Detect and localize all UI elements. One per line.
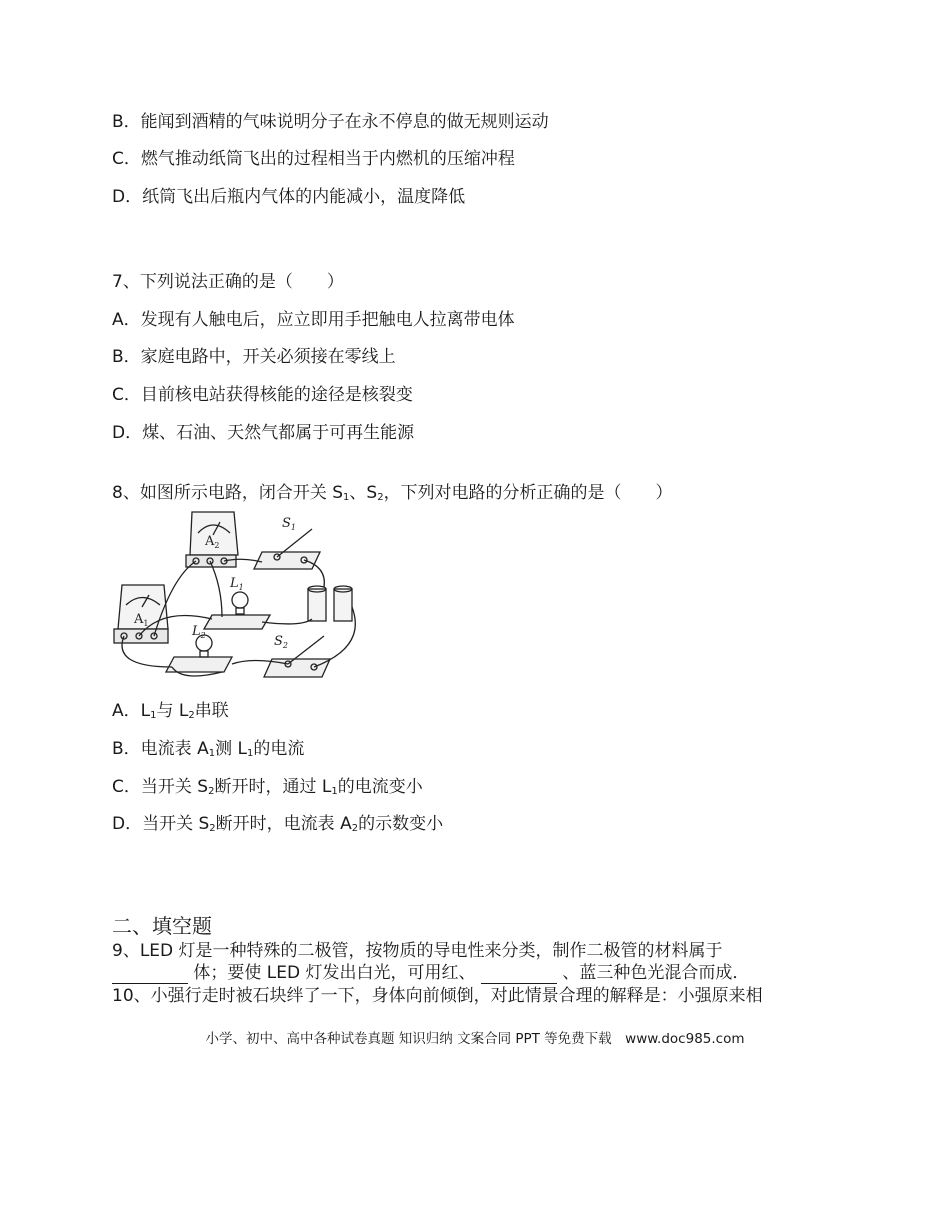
battery bbox=[308, 586, 352, 621]
q8-stem: 8、如图所示电路，闭合开关 $S_1$、$S_2$，下列对电路的分析正确的是（ ） bbox=[112, 483, 673, 503]
label-l2: $L_2$ bbox=[192, 624, 206, 640]
page-footer: 小学、初中、高中各种试卷真题 知识归纳 文案合同 PPT 等免费下载 www.doc985.com bbox=[205, 1031, 745, 1047]
q8-option-b: B．电流表 $A_1$测 $L_1$的电流 bbox=[112, 739, 305, 759]
q7-option-c: C．目前核电站获得核能的途径是核裂变 bbox=[112, 385, 413, 405]
q6-option-c: C．燃气推动纸筒飞出的过程相当于内燃机的压缩冲程 bbox=[112, 149, 515, 169]
q6-option-d: D．纸筒飞出后瓶内气体的内能减小，温度降低 bbox=[112, 187, 466, 207]
section-title: 二、填空题 bbox=[112, 914, 212, 938]
q7-option-d: D．煤、石油、天然气都属于可再生能源 bbox=[112, 423, 415, 443]
q8-option-a: A．$L_1$与 $L_2$串联 bbox=[112, 701, 229, 721]
lamp-l1 bbox=[204, 592, 270, 629]
q10-line1: 10、小强行走时被石块绊了一下，身体向前倾倒，对此情景合理的解释是：小强原来相 bbox=[112, 986, 763, 1006]
q9-line1: 9、LED 灯是一种特殊的二极管，按物质的导电性来分类，制作二极管的材料属于 bbox=[112, 941, 723, 961]
q8-option-c: C．当开关 $S_2$断开时，通过 $L_1$的电流变小 bbox=[112, 777, 423, 797]
label-a2: $A_2$ bbox=[205, 534, 220, 550]
label-s2: $S_2$ bbox=[274, 634, 288, 650]
circuit-figure bbox=[112, 507, 362, 687]
lamp-l2 bbox=[166, 635, 232, 672]
label-s1: $S_1$ bbox=[282, 516, 296, 532]
q6-option-b: B．能闻到酒精的气味说明分子在永不停息的做无规则运动 bbox=[112, 112, 549, 132]
answer-blank[interactable] bbox=[481, 967, 557, 984]
label-l1: $L_1$ bbox=[230, 576, 244, 592]
q9-line2: 体；要使 LED 灯发出白光，可用红、 、蓝三种色光混合而成． bbox=[112, 962, 749, 984]
label-a1: $A_1$ bbox=[134, 612, 149, 628]
answer-blank[interactable] bbox=[112, 967, 188, 984]
q8-option-d: D．当开关 $S_2$断开时，电流表 $A_2$的示数变小 bbox=[112, 814, 444, 834]
q7-option-b: B．家庭电路中，开关必须接在零线上 bbox=[112, 347, 396, 367]
q7-option-a: A．发现有人触电后，应立即用手把触电人拉离带电体 bbox=[112, 310, 515, 330]
q7-stem: 7、下列说法正确的是（ ） bbox=[112, 272, 344, 292]
